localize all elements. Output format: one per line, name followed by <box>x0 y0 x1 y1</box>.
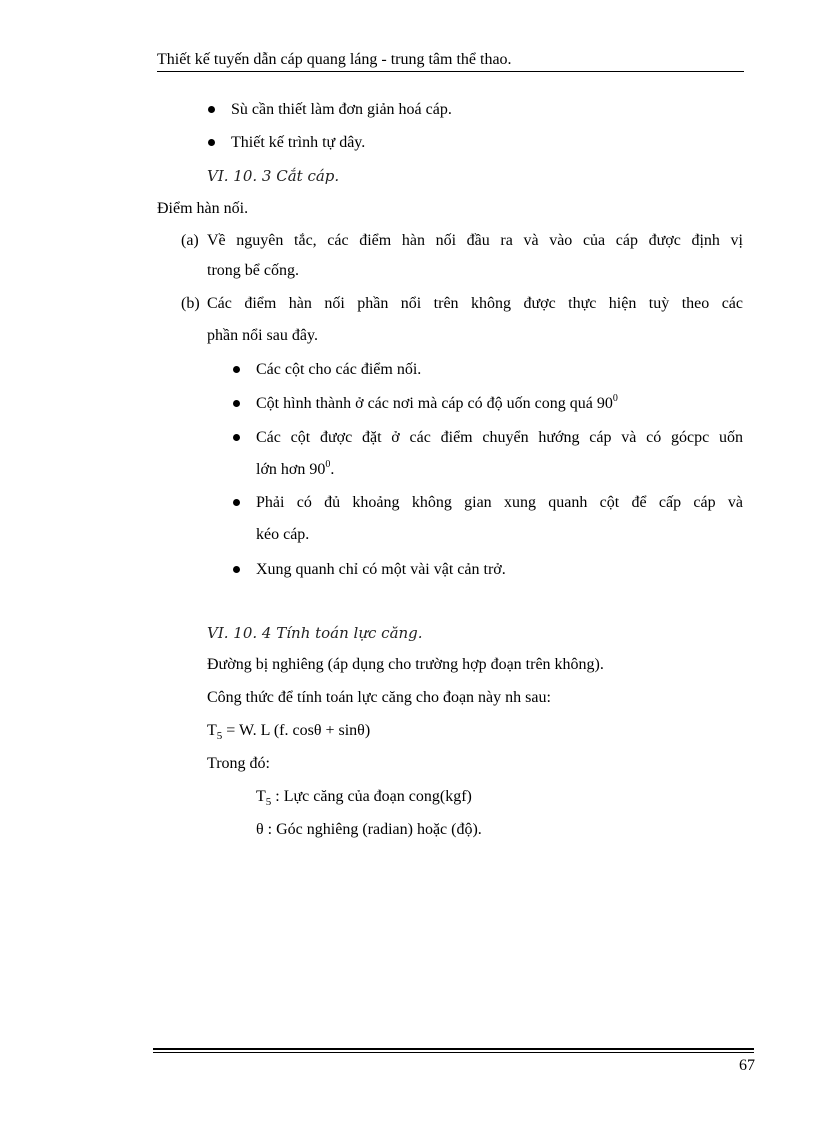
degree-sup: 0 <box>612 393 618 404</box>
def-subscript: 5 <box>265 796 272 808</box>
formula-expression: = W. L (f. cosθ + sinθ) <box>222 722 371 739</box>
section-heading-cut-cable: VI. 10. 3 Cắt cáp. <box>207 167 340 185</box>
formula-subscript: 5 <box>216 730 223 742</box>
period: . <box>330 461 335 478</box>
b-bullet-4-line1: Phải có đủ khoảng không gian xung quanh cột để cấp cáp và <box>256 494 743 511</box>
footer-rule <box>153 1052 754 1053</box>
paragraph-inclined: Đường bị nghiêng (áp dụng cho trường hợp đoạn trên không). <box>207 656 604 673</box>
bullet-dot <box>233 366 240 373</box>
b-bullet-4-line2: kéo cáp. <box>256 526 310 543</box>
def-symbol: T <box>256 788 266 805</box>
b-bullet-3-line1: Các cột được đặt ở các điểm chuyển hướng cáp và có gócpc uốn <box>256 429 743 446</box>
item-a-marker: (a) <box>181 232 199 249</box>
bullet-dot <box>233 499 240 506</box>
page-number: 67 <box>739 1057 755 1074</box>
item-b-line2: phần nổi sau đây. <box>207 327 318 344</box>
bullet-dot <box>208 106 215 113</box>
degree-sup: 0 <box>325 459 331 470</box>
bullet-dot <box>208 139 215 146</box>
item-b-line1: Các điểm hàn nối phần nổi trên không được thực hiện tuỳ theo các <box>207 295 743 312</box>
item-b-marker: (b) <box>181 295 200 312</box>
paragraph-formula-intro: Công thức để tính toán lực căng cho đoạn này nh sau: <box>207 689 551 706</box>
b-bullet-3-line2 <box>256 460 334 480</box>
section-heading-tension: VI. 10. 4 Tính toán lực căng. <box>207 624 423 642</box>
bullet-dot <box>233 566 240 573</box>
item-a-line2: trong bể cống. <box>207 262 299 279</box>
footer-rule <box>153 1048 754 1050</box>
def-t5 <box>256 787 472 807</box>
subsection-label: Điểm hàn nối. <box>157 200 249 217</box>
b-bullet-3-text: lớn hơn 90 <box>256 461 326 478</box>
def-text: : Lực căng của đoạn cong(kgf) <box>271 788 472 805</box>
top-bullet-1: Sù cần thiết làm đơn giản hoá cáp. <box>231 101 452 118</box>
item-a-line1: Về nguyên tắc, các điểm hàn nối đầu ra và vào của cáp được định vị <box>207 232 743 249</box>
top-bullet-2: Thiết kế trình tự dây. <box>231 134 366 151</box>
bullet-dot <box>233 400 240 407</box>
page-header: Thiết kế tuyến dẫn cáp quang láng - trung tâm thể thao. <box>157 49 744 72</box>
def-theta: θ : Góc nghiêng (radian) hoặc (độ). <box>256 821 482 838</box>
b-bullet-2-text: Cột hình thành ở các nơi mà cáp có độ uốn cong quá 90 <box>256 395 613 412</box>
formula-symbol: T <box>207 722 217 739</box>
bullet-dot <box>233 434 240 441</box>
b-bullet-5: Xung quanh chỉ có một vài vật cản trở. <box>256 561 506 578</box>
b-bullet-1: Các cột cho các điểm nối. <box>256 361 422 378</box>
where-label: Trong đó: <box>207 755 270 772</box>
b-bullet-2 <box>256 394 618 414</box>
tension-formula <box>207 721 370 741</box>
